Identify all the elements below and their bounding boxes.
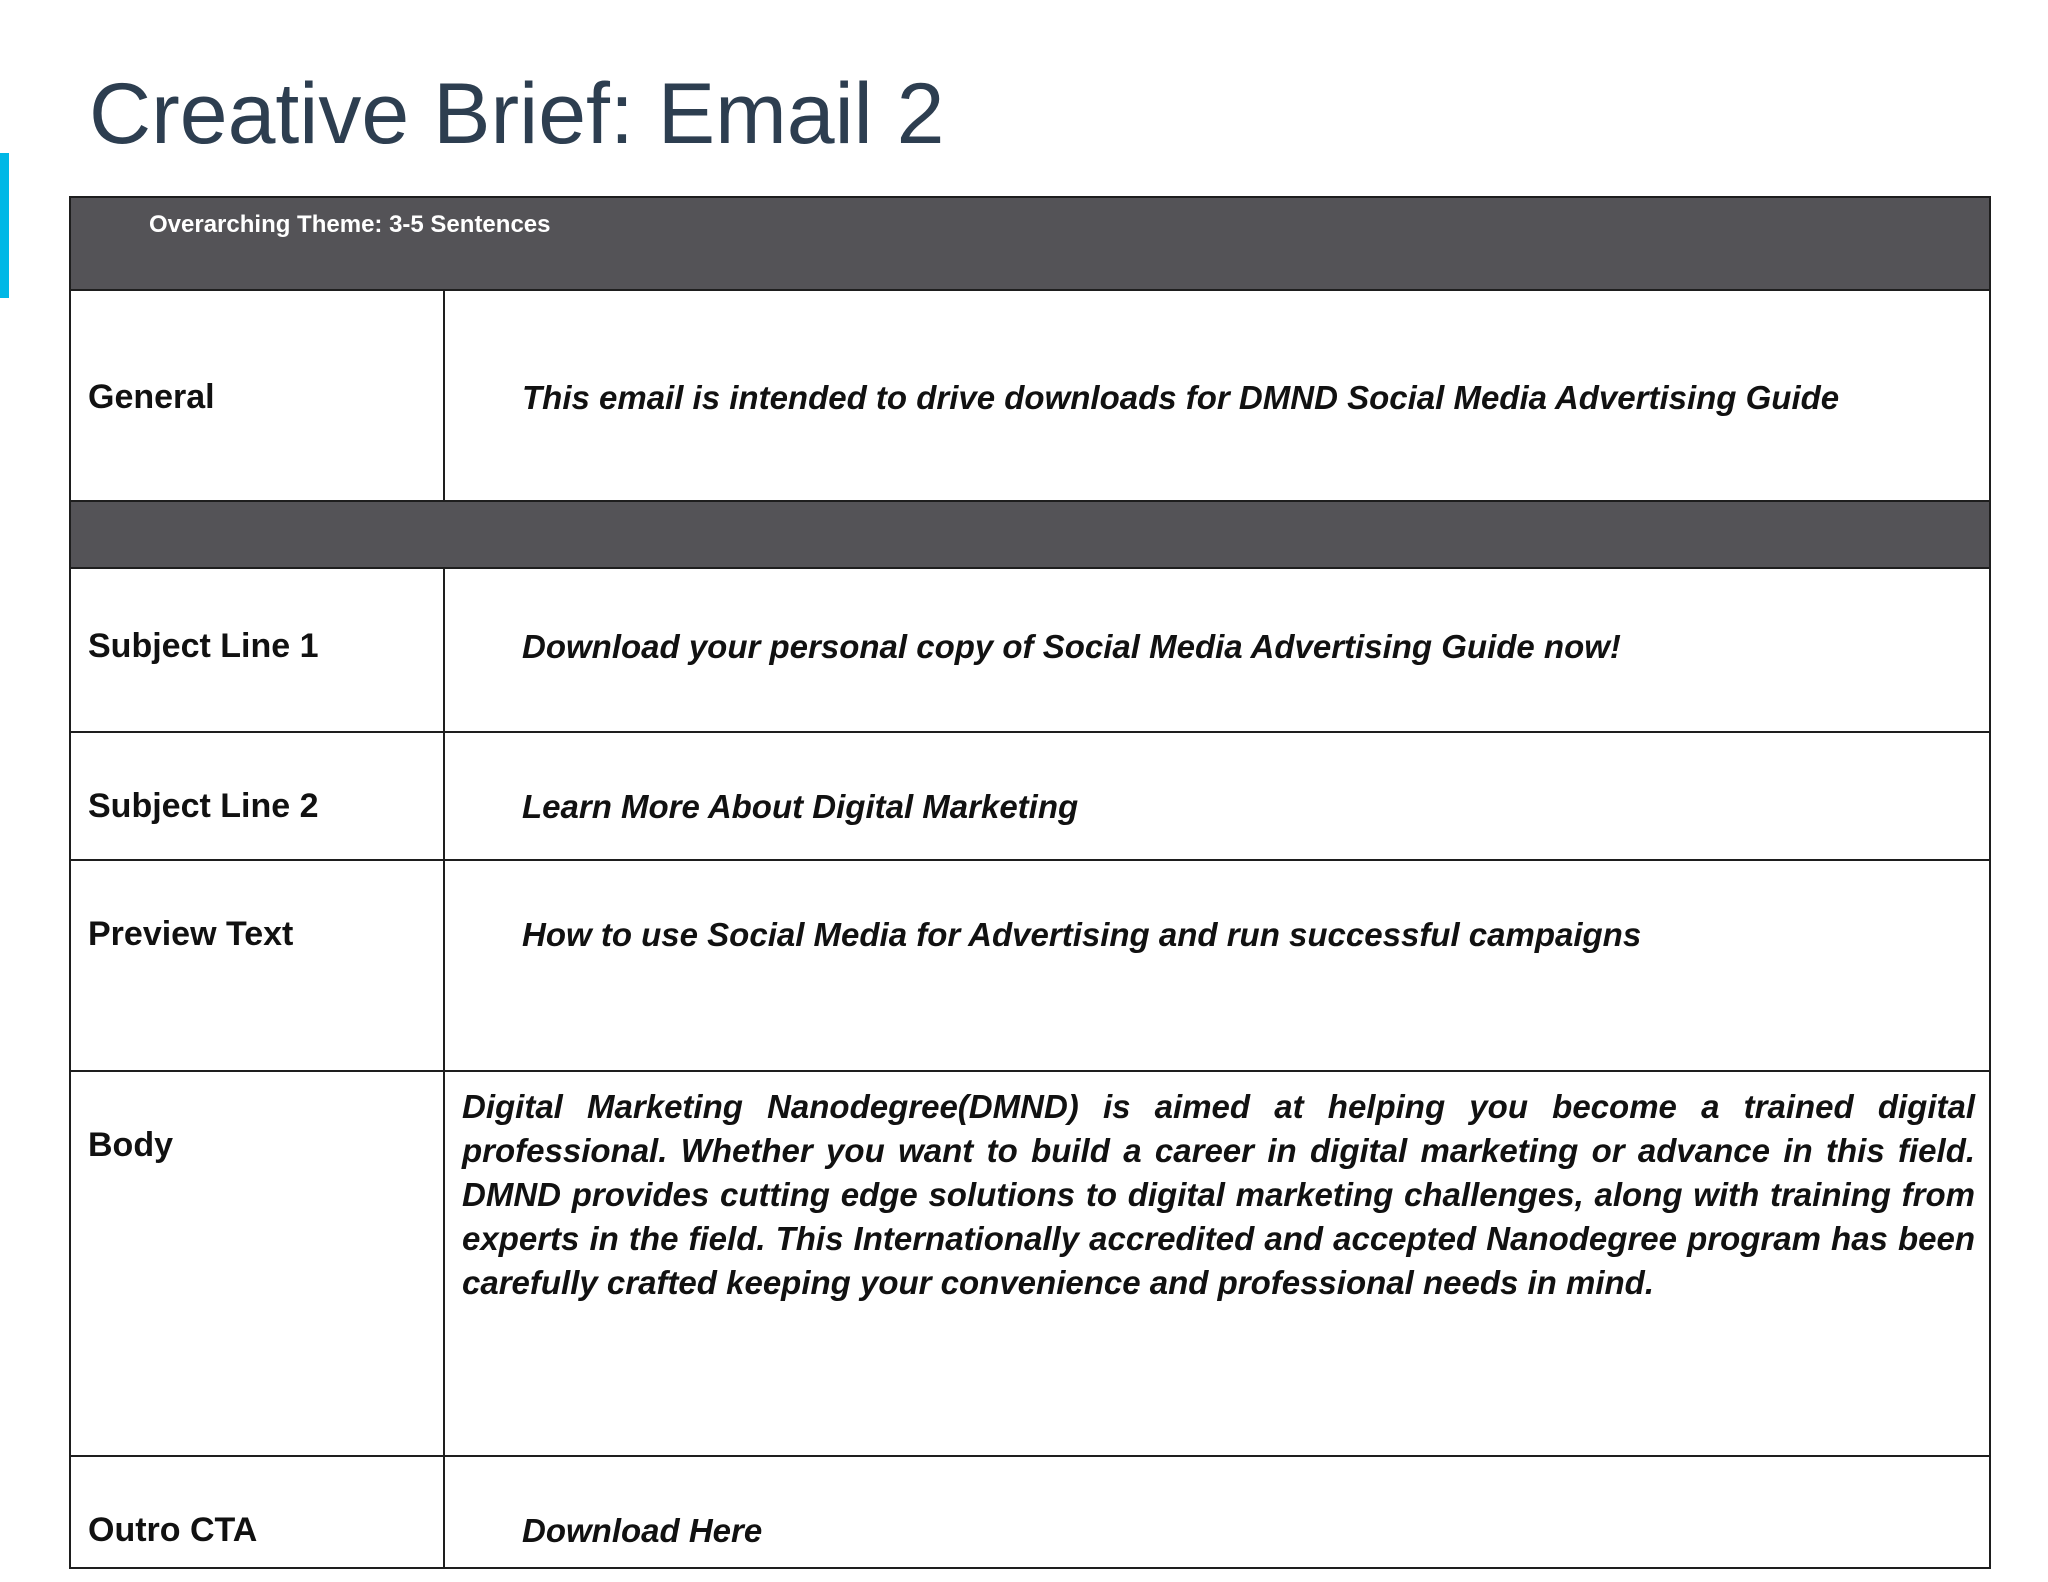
table-header-row xyxy=(70,197,1990,290)
table-row-subject-line-1 xyxy=(70,568,1990,732)
accent-bar xyxy=(0,153,9,298)
label-cell xyxy=(70,1456,444,1568)
row-label-subject-line-1: Subject Line 1 xyxy=(88,627,319,665)
section-divider-row xyxy=(70,501,1990,568)
content-cell xyxy=(444,568,1990,732)
table-header-cell xyxy=(70,197,1990,290)
table-row-general xyxy=(70,290,1990,501)
table-row-body xyxy=(70,1071,1990,1456)
label-cell xyxy=(70,290,444,501)
table-row-outro-cta xyxy=(70,1456,1990,1568)
row-content-body: Digital Marketing Nanodegree(DMND) is aimed at helping you become a trained digital professional. Whether you want to build a career in digital marketing or advance in this field. DMND provides cutting edge solutions to digital marketing challenges, along with training from experts in the field. This Internationally accredited and accepted Nanodegree program has been carefully crafted keeping your convenience and professional needs in mind. xyxy=(462,1088,1976,1301)
row-content-preview-text: How to use Social Media for Advertising and run successful campaigns xyxy=(522,916,1642,953)
row-label-outro-cta: Outro CTA xyxy=(88,1511,258,1549)
label-cell xyxy=(70,732,444,860)
creative-brief-table xyxy=(69,196,1991,1569)
content-cell xyxy=(444,732,1990,860)
content-cell xyxy=(444,1071,1990,1456)
section-divider-cell xyxy=(70,501,1990,568)
content-cell xyxy=(444,860,1990,1071)
label-cell xyxy=(70,568,444,732)
row-label-subject-line-2: Subject Line 2 xyxy=(88,787,319,825)
table-row-subject-line-2 xyxy=(70,732,1990,860)
content-cell xyxy=(444,1456,1990,1568)
row-content-subject-line-2: Learn More About Digital Marketing xyxy=(522,788,1079,825)
row-label-body: Body xyxy=(88,1126,173,1164)
label-cell xyxy=(70,1071,444,1456)
page-title: Creative Brief: Email 2 xyxy=(89,66,945,162)
row-label-general: General xyxy=(88,378,215,416)
row-label-preview-text: Preview Text xyxy=(88,915,294,953)
row-content-general: This email is intended to drive downloads for DMND Social Media Advertising Guide xyxy=(522,379,1840,416)
table-row-preview-text xyxy=(70,860,1990,1071)
overarching-theme-label: Overarching Theme: 3-5 Sentences xyxy=(149,211,551,238)
label-cell xyxy=(70,860,444,1071)
content-cell xyxy=(444,290,1990,501)
row-content-subject-line-1: Download your personal copy of Social Media Advertising Guide now! xyxy=(522,628,1621,665)
row-content-outro-cta: Download Here xyxy=(522,1512,763,1549)
